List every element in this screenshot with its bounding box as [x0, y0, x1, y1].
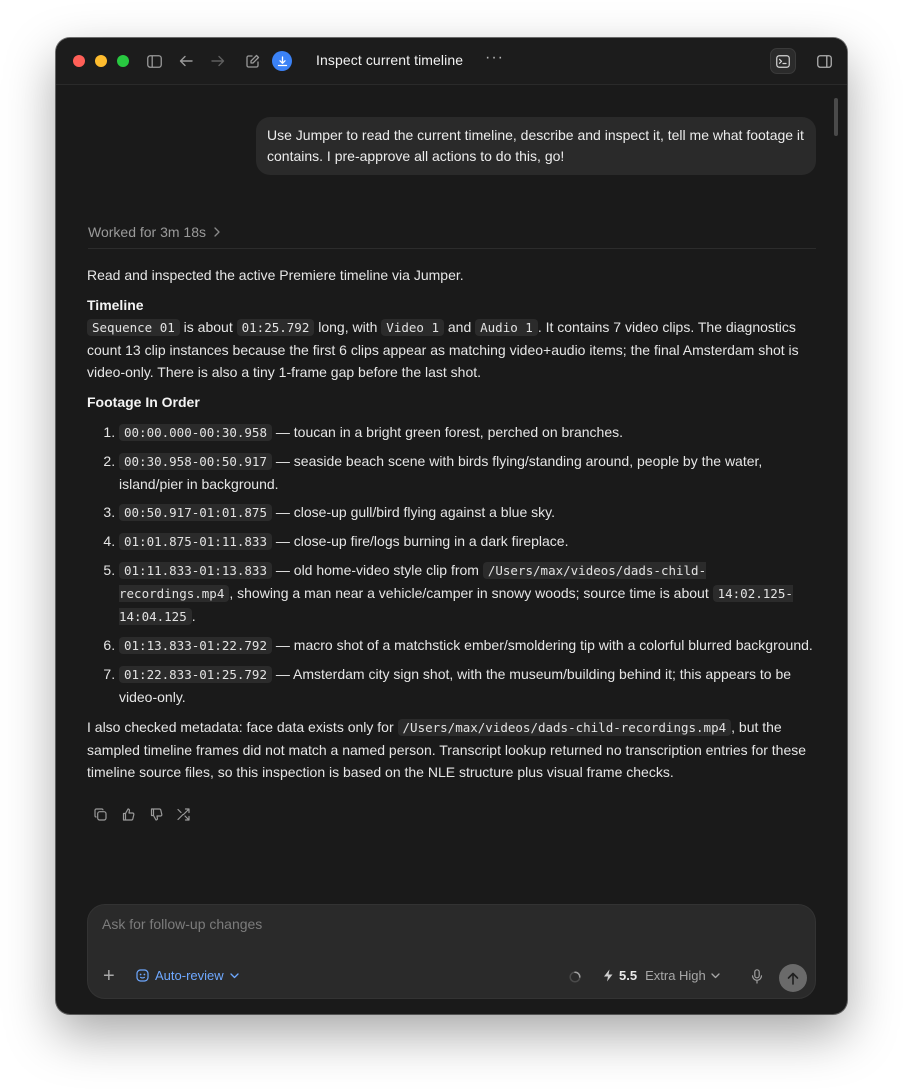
- model-selector-dropdown[interactable]: [603, 968, 720, 983]
- footage-heading: Footage In Order: [87, 394, 200, 410]
- more-options-icon[interactable]: ···: [485, 49, 504, 66]
- footage-item: 3. 00:50.917-01:01.875 — close-up gull/bird flying against a blue sky.: [119, 501, 819, 524]
- time-range-code: 00:00.000-00:30.958: [119, 424, 272, 441]
- footage-item: 2. 00:30.958-00:50.917 — seaside beach scene with birds flying/standing around, people by the water, island/pier in background.: [119, 450, 819, 495]
- loading-spinner-icon: [569, 970, 581, 982]
- copy-icon[interactable]: [92, 806, 108, 822]
- timeline-paragraph: Sequence 01 is about 01:25.792 long, with Video 1 and Audio 1 . It contains 7 video clips. The diagnostics count 13 clip instances because the first 6 clips appear as matching video+audio items; the final Amsterdam shot is video-only. There is also a tiny 1-frame gap before the last shot.: [87, 319, 799, 380]
- footage-item: 4. 01:01.875-01:11.833 — close-up fire/logs burning in a dark fireplace.: [119, 530, 819, 553]
- send-button[interactable]: [779, 964, 807, 992]
- auto-review-dropdown[interactable]: [136, 968, 239, 983]
- forward-arrow-icon[interactable]: [208, 51, 228, 71]
- time-range-code: 01:01.875-01:11.833: [119, 533, 272, 550]
- timeline-heading: Timeline: [87, 297, 144, 313]
- footage-item: 6. 01:13.833-01:22.792 — macro shot of a matchstick ember/smoldering tip with a colorful blurred background.: [119, 634, 819, 657]
- divider: [88, 248, 816, 249]
- time-range-code: 00:50.917-01:01.875: [119, 504, 272, 521]
- follow-up-input[interactable]: [100, 915, 704, 933]
- worked-for-label: Worked for 3m 18s: [88, 224, 207, 240]
- arrow-up-icon: [787, 972, 799, 985]
- lightning-bolt-icon: [603, 969, 614, 982]
- auto-review-icon: [136, 969, 149, 982]
- close-window-button[interactable]: [73, 55, 85, 67]
- composer: [87, 904, 816, 999]
- share-fork-icon[interactable]: [176, 806, 192, 822]
- time-range-code: 01:13.833-01:22.792: [119, 637, 272, 654]
- add-attachment-button[interactable]: +: [103, 965, 115, 987]
- scrollbar-thumb[interactable]: [834, 98, 838, 136]
- conversation-title: Inspect current timeline: [316, 52, 464, 68]
- footage-item: 1. 00:00.000-00:30.958 — toucan in a bright green forest, perched on branches.: [119, 421, 819, 444]
- title-bar: [56, 38, 847, 85]
- time-range-code: 01:11.833-01:13.833: [119, 562, 272, 579]
- worked-for-toggle[interactable]: [88, 224, 220, 240]
- download-update-icon[interactable]: [272, 51, 292, 71]
- app-window: [56, 38, 847, 1014]
- back-arrow-icon[interactable]: [176, 51, 196, 71]
- metadata-paragraph: I also checked metadata: face data exists only for /Users/max/videos/dads-child-recordings.mp4 , but the sampled timeline frames did not match a named person. Transcript lookup returned no transcription entries for these timeline source files, so this inspection is based on the NLE structure plus visual frame checks.: [87, 719, 807, 780]
- auto-review-label: Auto-review: [155, 968, 224, 983]
- sidebar-toggle-icon[interactable]: [144, 51, 164, 71]
- footage-item: 7. 01:22.833-01:25.792 — Amsterdam city sign shot, with the museum/building behind it; this appears to be video-only.: [119, 663, 819, 708]
- thumbs-down-icon[interactable]: [148, 806, 164, 822]
- chevron-down-icon: [230, 973, 239, 979]
- file-path-code: /Users/max/videos/dads-child-recordings.mp4: [119, 563, 707, 601]
- footage-item: 5. 01:11.833-01:13.833 — old home-video style clip from /Users/max/videos/dads-child-recordings.mp4 , showing a man near a vehicle/camper in snowy woods; source time is about 14:02.125-14:04.125 .: [119, 559, 819, 628]
- file-path-code: /Users/max/videos/dads-child-recordings.mp4: [398, 719, 732, 736]
- chevron-down-icon: [711, 973, 720, 979]
- inline-code: Audio 1: [475, 319, 538, 336]
- time-range-code: 01:22.833-01:25.792: [119, 666, 272, 683]
- terminal-icon: [776, 55, 790, 68]
- terminal-toggle-button[interactable]: [770, 48, 796, 74]
- reasoning-effort: Extra High: [645, 968, 706, 983]
- user-message-bubble: Use Jumper to read the current timeline, describe and inspect it, tell me what footage it contains. I pre-approve all actions to do this, go!: [256, 117, 816, 175]
- model-version: 5.5: [619, 968, 638, 983]
- minimize-window-button[interactable]: [95, 55, 107, 67]
- assistant-response: [87, 264, 819, 783]
- source-time-code: 14:02.125-14:04.125: [119, 586, 793, 624]
- thumbs-up-icon[interactable]: [120, 806, 136, 822]
- inline-code: 01:25.792: [237, 319, 315, 336]
- footage-list: [87, 421, 819, 708]
- inline-code: Video 1: [381, 319, 444, 336]
- time-range-code: 00:30.958-00:50.917: [119, 453, 272, 470]
- microphone-icon[interactable]: [751, 969, 765, 985]
- new-chat-edit-icon[interactable]: [242, 51, 262, 71]
- chevron-right-icon: [214, 225, 220, 240]
- message-actions: [92, 806, 192, 822]
- response-intro: Read and inspected the active Premiere timeline via Jumper.: [87, 267, 464, 283]
- right-panel-toggle-icon[interactable]: [814, 51, 834, 71]
- zoom-window-button[interactable]: [117, 55, 129, 67]
- inline-code: Sequence 01: [87, 319, 180, 336]
